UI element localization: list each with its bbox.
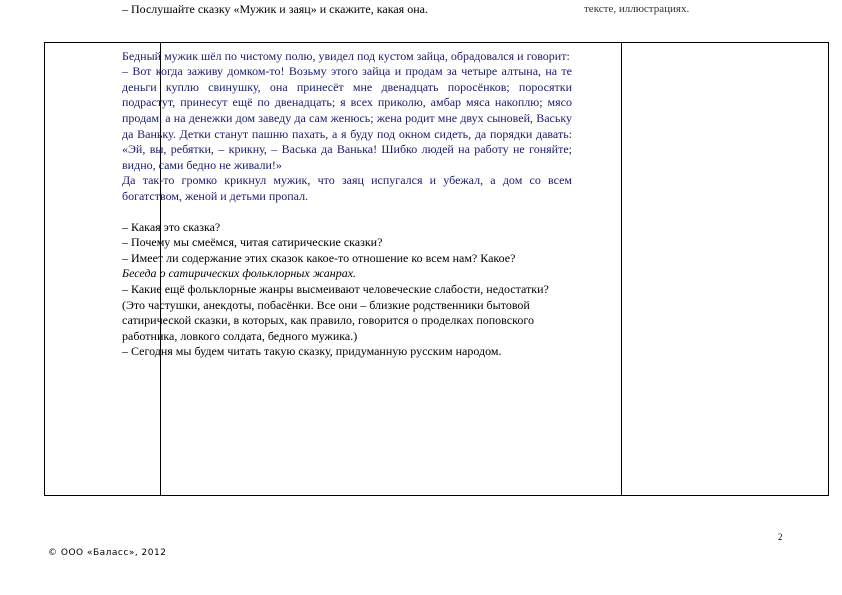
story-paragraph-2: – Вот когда заживу домком-то! Возьму этого зайца и продам за четыре алтына, на те деньги куплю свинушку, она принесёт мне двенадцать поросёнков; поросятки подрастут, принесут ещё по двенадцать; я всех приколю, амбар мяса накоплю; мясо продам, а на денежки дом заведу да сам женюсь; жена родит мне двух сыновей, Ваську да Ваньку. Детки станут пашню пахать, а я буду под окном сидеть, да порядки давать: «Эй, вы, ребятки, – крикну, – Васька да Ванька! Шибко людей на работу не гоняйте; видно, сами бедно не живали!» — [122, 64, 572, 172]
question-1: – Какая это сказка? — [122, 219, 221, 234]
question-4: – Какие ещё фольклорные жанры высмеивают человеческие слабости, недостатки? (Это частушки, анекдоты, побасёнки. Все они – близкие родственники бытовой сатирической сказки, в которых, как правило, говорится о проделках поповского работника, ловкого солдата, бедного мужика.) — [122, 281, 549, 343]
discussion-heading: Беседа о сатирических фольклорных жанрах. — [122, 266, 357, 281]
right-notes-cell — [584, 2, 780, 16]
copyright-footer: © ООО «Баласс», 2012 — [48, 548, 167, 558]
right-notes-text: тексте, иллюстрациях. — [584, 3, 690, 15]
column-divider-right — [621, 43, 622, 495]
question-3: – Имеет ли содержание этих сказок какое-то отношение ко всем нам? Какое? — [122, 250, 516, 265]
story-paragraph-1: Бедный мужик шёл по чистому полю, увидел под кустом зайца, обрадовался и говорит: — [122, 48, 570, 63]
story-paragraph-3: Да так-то громко крикнул мужик, что заяц испугался и убежал, а дом со всем богатством, женой и детьми пропал. — [122, 173, 572, 203]
question-2: – Почему мы смеёмся, читая сатирические сказки? — [122, 235, 383, 250]
question-5: – Сегодня мы будем читать такую сказку, придуманную русским народом. — [122, 344, 502, 359]
page-number: 2 — [778, 532, 783, 542]
intro-question: – Послушайте сказку «Мужик и заяц» и скажите, какая она. — [122, 2, 428, 16]
main-content-cell — [122, 2, 572, 360]
